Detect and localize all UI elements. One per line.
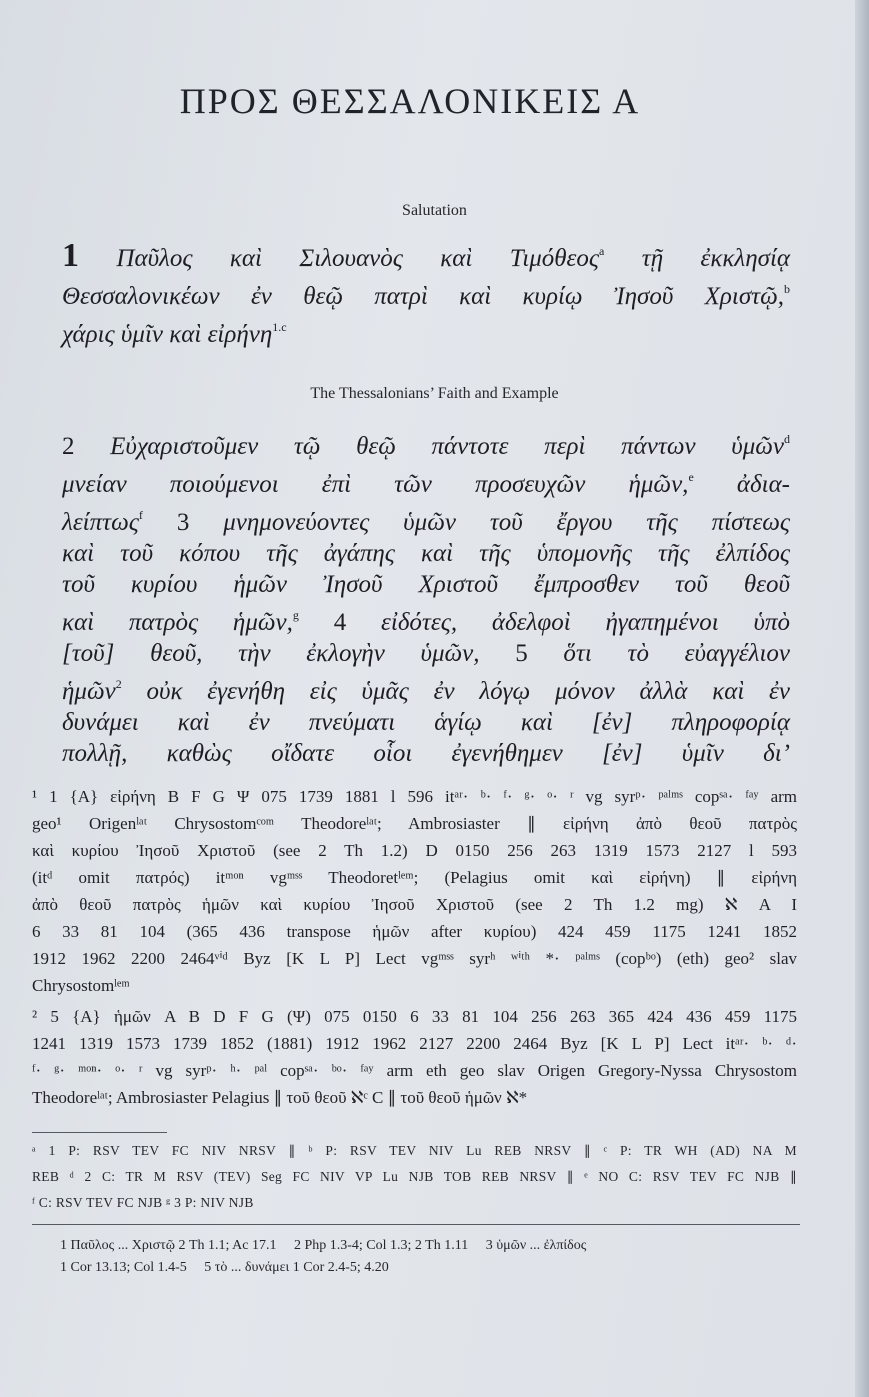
apparatus-line: 6 33 81 104 (365 436 transpose ἡμῶν after κυρίου) 424 459 1175 1241 1852	[32, 922, 797, 941]
section-heading-faith: The Thessalonians’ Faith and Example	[310, 385, 559, 402]
cross-reference-line: 1 Cor 13.13; Col 1.4-5 5 τὸ ... δυνάμει 1 Cor 2.4-5; 4.20	[60, 1260, 389, 1275]
text-line: καὶ πατρὸς ἡμῶν,$^g$ 4 εἰδότες, ἀδελφοὶ ἠγαπημένοι ὑπὸ	[62, 608, 790, 636]
textual-apparatus-note-1	[32, 783, 797, 999]
apparatus-line: (itᵈ omit πατρός) itᵐᵒⁿ vgᵐˢˢ Theodoretˡᵉᵐ; (Pelagius omit καὶ εἰρήνη) ∥ εἰρήνη	[32, 868, 797, 887]
cross-references	[60, 1235, 808, 1279]
verse-number: 5	[515, 640, 528, 667]
text-line: ἡμῶν$^2$ οὐκ ἐγενήθη εἰς ὑμᾶς ἐν λόγῳ μόνον ἀλλὰ καὶ ἐν	[62, 677, 791, 705]
text-line: δυνάμει καὶ ἐν πνεύματι ἁγίῳ καὶ [ἐν] πληροφορίᾳ	[62, 709, 790, 736]
apparatus-line: ² 5 {A} ἡμῶν A B D F G (Ψ) 075 0150 6 33 81 104 256 263 365 424 436 459 1175	[32, 1007, 797, 1026]
greek-text-verses-2-5	[62, 424, 790, 769]
segmentation-line: ᶠ C: RSV TEV FC NJB ᵍ 3 P: NIV NJB	[32, 1195, 254, 1210]
text-line: Θεσσαλονικέων ἐν θεῷ πατρὶ καὶ κυρίῳ Ἰησοῦ Χριστῷ,$^b$	[62, 282, 790, 310]
text-line: καὶ τοῦ κόπου τῆς ἀγάπης καὶ τῆς ὑπομονῆς τῆς ἐλπίδος	[62, 540, 790, 567]
segmentation-line: REB ᵈ 2 C: TR M RSV (TEV) Seg FC NIV VP Lu NJB TOB REB NRSV ∥ ᵉ NO C: RSV TEV FC NJB ∥	[32, 1169, 797, 1184]
apparatus-line: ¹ 1 {A} εἰρήνη B F G Ψ 075 1739 1881 l 596 itᵃʳ· ᵇ· ᶠ· ᵍ· ᵒ· ʳ vg syrᵖ· ᵖᵃˡᵐˢ copˢᵃ· ᶠᵃʸ arm	[32, 787, 797, 806]
text-line: μνείαν ποιούμενοι ἐπὶ τῶν προσευχῶν ἡμῶν,$^e$ ἀδια-	[62, 470, 791, 498]
segmentation-line: ᵃ 1 P: RSV TEV FC NIV NRSV ∥ ᵇ P: RSV TEV NIV Lu REB NRSV ∥ ᶜ P: TR WH (AD) NA M	[32, 1143, 797, 1158]
segmentation-apparatus	[32, 1138, 797, 1216]
text-line: τοῦ κυρίου ἡμῶν Ἰησοῦ Χριστοῦ ἔμπροσθεν τοῦ θεοῦ	[62, 571, 790, 598]
apparatus-line: 1241 1319 1573 1739 1852 (1881) 1912 1962 2127 2200 2464 Byz [K L P] Lect itᵃʳ· ᵇ· ᵈ·	[32, 1034, 797, 1053]
verse-number: 2	[62, 433, 75, 460]
text-line: πολλῇ, καθὼς οἴδατε οἷοι ἐγενήθημεν [ἐν] ὑμῖν δι’	[62, 740, 790, 767]
text-line: 2 Εὐχαριστοῦμεν τῷ θεῷ πάντοτε περὶ πάντων ὑμῶν$^d$	[62, 432, 791, 460]
apparatus-line: Chrysostomˡᵉᵐ	[32, 976, 130, 995]
text-line: χάρις ὑμῖν καὶ εἰρήνη$^{1.c}$	[62, 320, 287, 348]
cross-reference-line: 1 Παῦλος ... Χριστῷ 2 Th 1.1; Ac 17.1 2 Php 1.3-4; Col 1.3; 2 Th 1.11 3 ὑμῶν ... ἐλπίδος	[60, 1238, 587, 1253]
apparatus-line: Theodoreˡᵃᵗ; Ambrosiaster Pelagius ∥ τοῦ θεοῦ ℵᶜ C ∥ τοῦ θεοῦ ἡμῶν ℵ*	[32, 1088, 528, 1107]
apparatus-line: ᶠ· ᵍ· ᵐᵒⁿ· ᵒ· ʳ vg syrᵖ· ʰ· ᵖᵃˡ copˢᵃ· ᵇᵒ· ᶠᵃʸ arm eth geo slav Origen Gregory-Nyssa Chrysostom	[32, 1061, 797, 1080]
apparatus-line: geo¹ Origenˡᵃᵗ Chrysostomᶜᵒᵐ Theodoreˡᵃᵗ; Ambrosiaster ∥ εἰρήνη ἀπὸ θεοῦ πατρὸς	[32, 814, 797, 833]
footnote-divider	[32, 1132, 167, 1133]
apparatus-line: 1912 1962 2200 2464ᵛⁱᵈ Byz [K L P] Lect vgᵐˢˢ syrʰ ʷⁱᵗʰ *· ᵖᵃˡᵐˢ (copᵇᵒ) (eth) geo² slav	[32, 949, 797, 968]
page-title: ΠΡΟΣ ΘΕΣΣΑΛΟΝΙΚΕΙΣ Α	[179, 81, 641, 121]
verse-number: 3	[176, 509, 190, 536]
cross-reference-divider	[32, 1224, 800, 1225]
apparatus-line: καὶ κυρίου Ἰησοῦ Χριστοῦ (see 2 Th 1.2) D 0150 256 263 1319 1573 2127 l 593	[32, 841, 797, 860]
text-line: 1 Παῦλος καὶ Σιλουανὸς καὶ Τιμόθεος$^a$ τῇ ἐκκλησίᾳ	[62, 237, 791, 274]
section-heading-salutation: Salutation	[402, 202, 467, 219]
apparatus-line: ἀπὸ θεοῦ πατρὸς ἡμῶν καὶ κυρίου Ἰησοῦ Χριστοῦ (see 2 Th 1.2 mg) ℵ A I	[32, 895, 797, 914]
verse-number: 4	[333, 609, 347, 636]
text-line: λείπτως$^f$ 3 μνημονεύοντες ὑμῶν τοῦ ἔργου τῆς πίστεως	[62, 508, 791, 536]
text-line: [τοῦ] θεοῦ, τὴν ἐκλογὴν ὑμῶν, 5 ὅτι τὸ εὐαγγέλιον	[62, 640, 791, 667]
greek-text-verse-1	[62, 236, 790, 350]
textual-apparatus-note-2	[32, 1003, 797, 1111]
chapter-number: 1	[62, 237, 79, 274]
